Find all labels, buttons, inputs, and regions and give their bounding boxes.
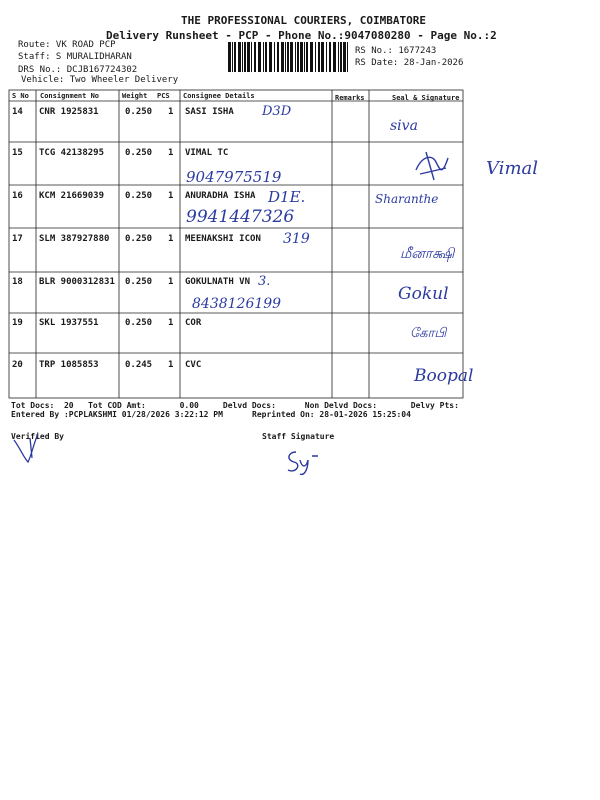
row-consignee: ANURADHA ISHA: [185, 191, 256, 201]
row-sno: 14: [12, 107, 23, 117]
handwritten-note: D1E.: [268, 188, 306, 206]
seal-signature: Sharanthe: [375, 192, 439, 206]
row-consignment: TCG 42138295: [39, 148, 105, 158]
row-consignment: SKL 1937551: [39, 318, 99, 328]
row-weight: 0.250: [125, 234, 153, 244]
row-consignee: VIMAL TC: [185, 148, 229, 158]
col-pcs: PCS: [157, 92, 170, 100]
row-weight: 0.250: [125, 318, 153, 328]
row-sno: 19: [12, 318, 23, 328]
col-sno: S No: [12, 92, 29, 100]
handwritten-phone: 9941447326: [186, 207, 295, 227]
row-consignee: GOKULNATH VN: [185, 277, 251, 287]
row-sno: 17: [12, 234, 23, 244]
rs-date: RS Date: 28-Jan-2026: [355, 58, 464, 68]
seal-signature: கோபி: [410, 326, 447, 341]
seal-scribble: [412, 148, 452, 184]
handwritten-note: 319: [283, 231, 310, 247]
seal-signature: Vimal: [486, 158, 538, 179]
col-weight: Weight: [122, 92, 148, 100]
drs-number: DRS No.: DCJB167724302: [18, 65, 138, 75]
row-pcs: 1: [168, 191, 174, 201]
seal-signature: மீனாக்ஷி: [400, 246, 455, 262]
reprinted-on: Reprinted On: 28-01-2026 15:25:04: [252, 410, 411, 419]
handwritten-note: D3D: [262, 104, 292, 119]
company-name: THE PROFESSIONAL COURIERS, COIMBATORE: [181, 14, 427, 27]
rs-number: RS No.: 1677243: [355, 46, 437, 56]
row-weight: 0.250: [125, 107, 153, 117]
verified-by-label: Verified By: [11, 432, 64, 441]
row-consignment: SLM 387927880: [39, 234, 110, 244]
row-weight: 0.245: [125, 360, 153, 370]
row-consignee: COR: [185, 318, 202, 328]
seal-signature: siva: [390, 118, 418, 134]
row-consignee: MEENAKSHI ICON: [185, 234, 261, 244]
row-weight: 0.250: [125, 191, 153, 201]
row-sno: 20: [12, 360, 23, 370]
verified-signature: [10, 428, 50, 468]
seal-signature: Gokul: [398, 284, 449, 304]
row-sno: 16: [12, 191, 23, 201]
seal-signature: Boopal: [414, 366, 474, 386]
totals-line: Tot Docs: 20 Tot COD Amt: 0.00 Delvd Docs: Non Delvd Docs: Delvy Pts:: [11, 401, 459, 410]
row-weight: 0.250: [125, 148, 153, 158]
handwritten-phone: 8438126199: [192, 296, 282, 312]
row-sno: 15: [12, 148, 23, 158]
handwritten-phone: 9047975519: [186, 168, 282, 186]
row-consignment: BLR 9000312831: [39, 277, 115, 287]
row-consignee: SASI ISHA: [185, 107, 234, 117]
runsheet-title: Delivery Runsheet - PCP - Phone No.:9047080280 - Page No.:2: [106, 29, 497, 42]
row-sno: 18: [12, 277, 23, 287]
row-pcs: 1: [168, 148, 174, 158]
col-seal: Seal & Signature: [392, 94, 460, 102]
row-consignee: CVC: [185, 360, 202, 370]
row-pcs: 1: [168, 107, 174, 117]
row-weight: 0.250: [125, 277, 153, 287]
row-pcs: 1: [168, 277, 174, 287]
route-label: Route: VK ROAD PCP: [18, 40, 116, 50]
vehicle-label: Vehicle: Two Wheeler Delivery: [21, 75, 179, 85]
row-pcs: 1: [168, 234, 174, 244]
staff-label: Staff: S MURALIDHARAN: [18, 52, 132, 62]
handwritten-note: 3.: [258, 274, 271, 289]
entered-by: Entered By :PCPLAKSHMI 01/28/2026 3:22:12 PM: [11, 410, 223, 419]
col-consignee: Consignee Details: [183, 92, 255, 100]
row-consignment: TRP 1085853: [39, 360, 99, 370]
row-consignment: KCM 21669039: [39, 191, 105, 201]
row-pcs: 1: [168, 360, 174, 370]
staff-signature-label: Staff Signature: [262, 432, 335, 441]
row-pcs: 1: [168, 318, 174, 328]
staff-signature: [282, 444, 322, 478]
row-consignment: CNR 1925831: [39, 107, 99, 117]
col-consignment: Consignment No: [40, 92, 100, 100]
col-remarks: Remarks: [335, 94, 365, 102]
